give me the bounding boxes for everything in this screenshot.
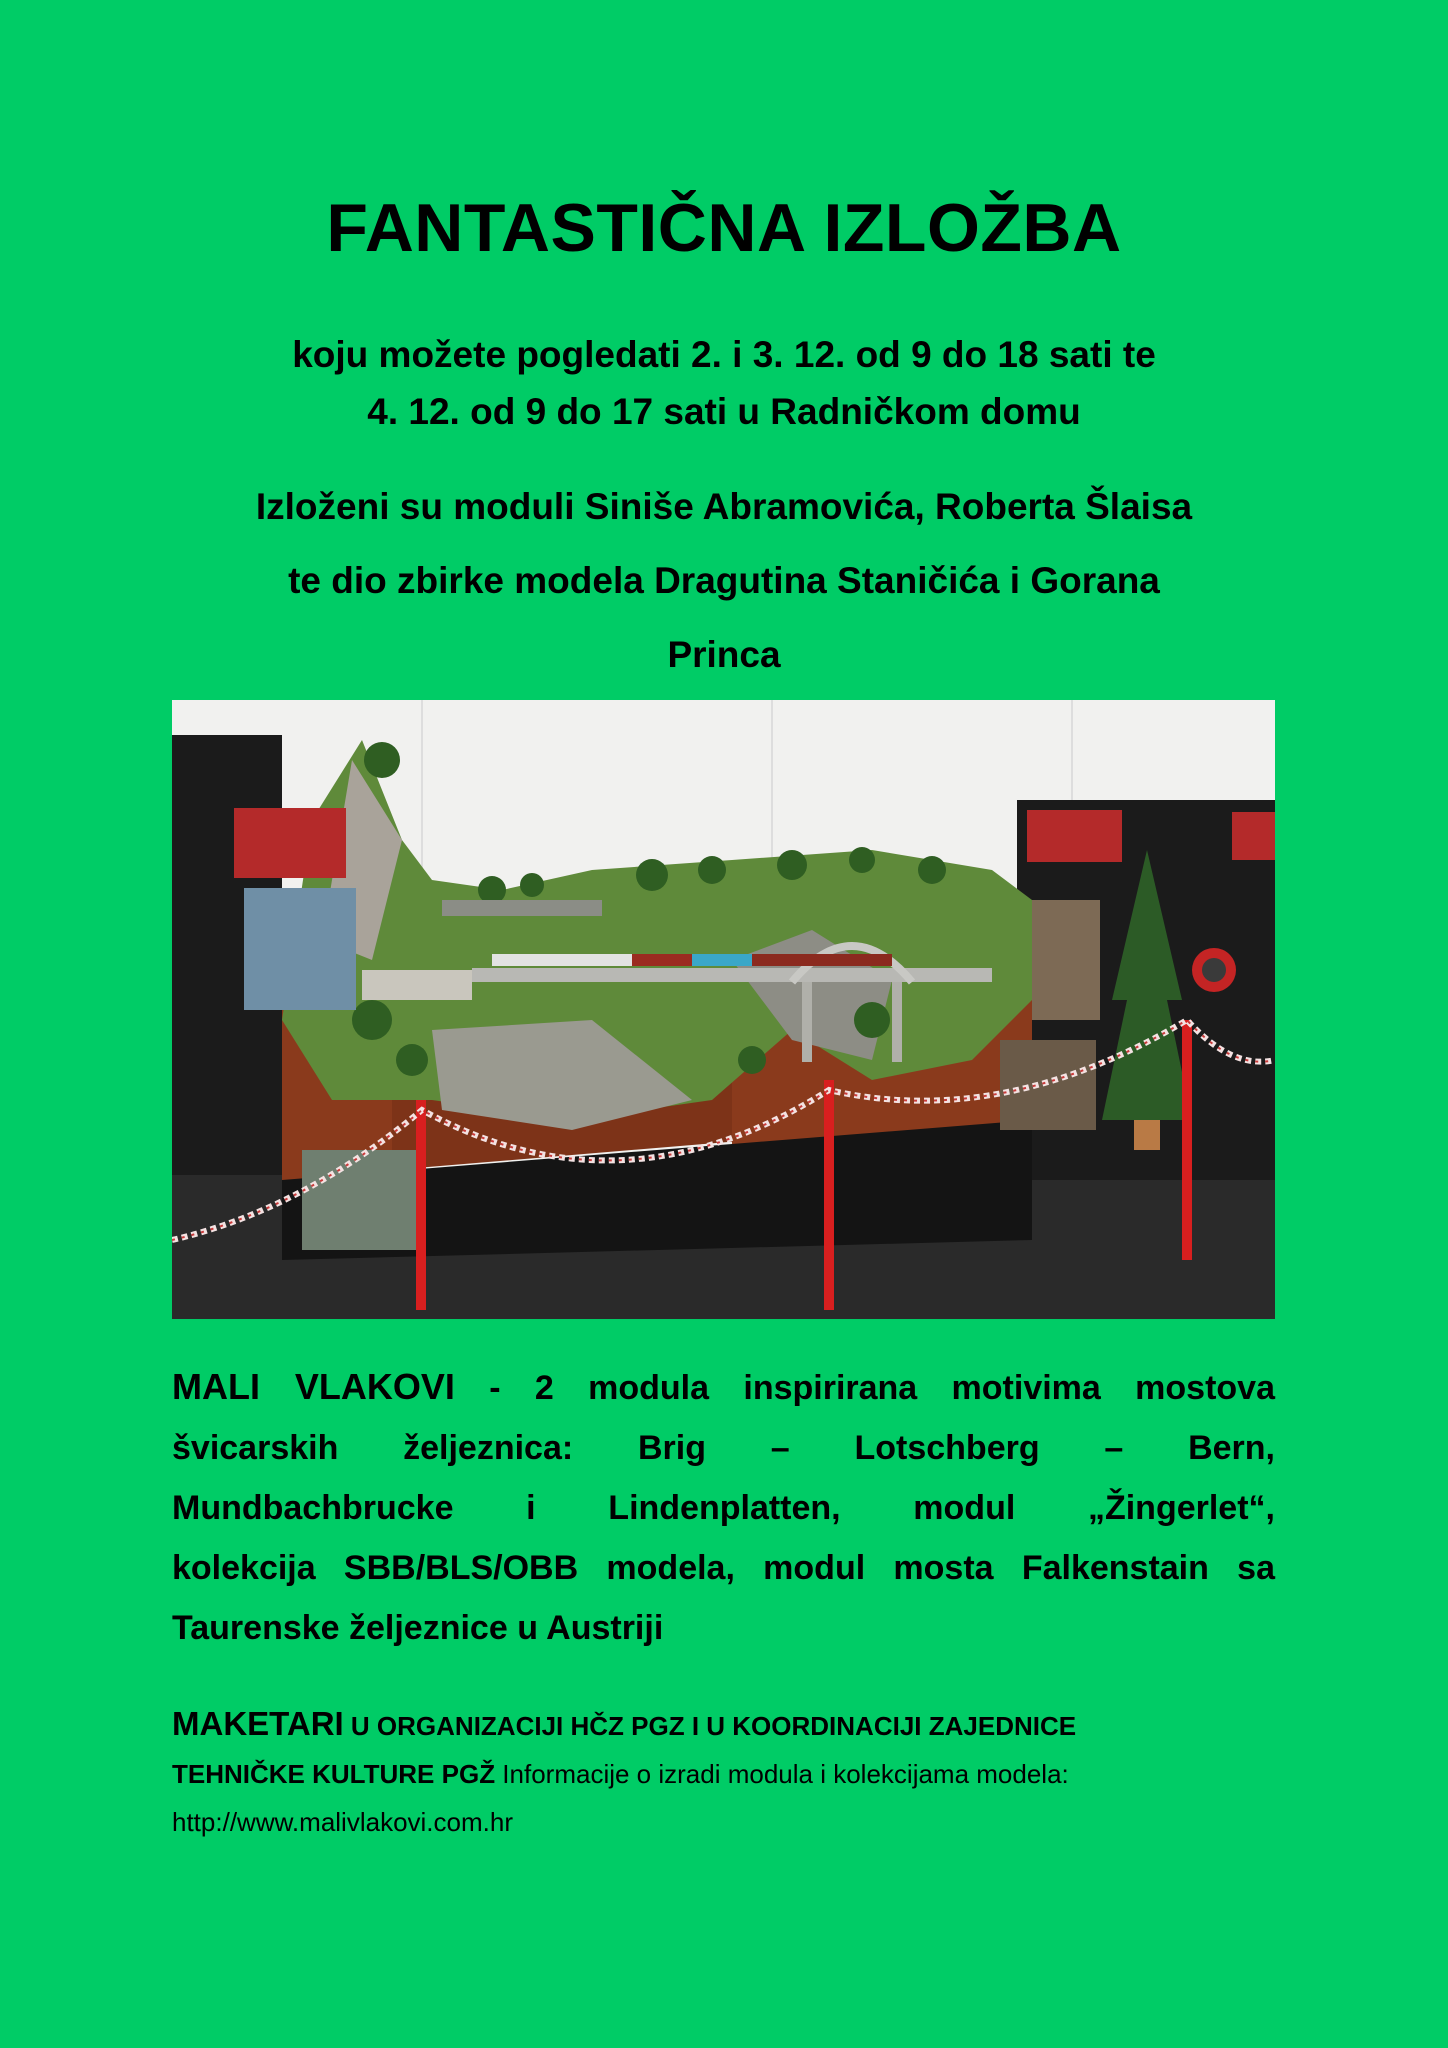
subtitle-line-1: koju možete pogledati 2. i 3. 12. od 9 do 18 sati te — [292, 334, 1156, 375]
description-paragraph — [172, 1357, 1275, 1658]
description-line-4: kolekcija SBB/BLS/OBB modela, modul mosta Falkenstain sa — [172, 1549, 1275, 1587]
organization-info: Informacije o izradi modula i kolekcijama modela: — [495, 1759, 1069, 1789]
organization-paragraph — [172, 1700, 1292, 1846]
model-railway-photo — [172, 700, 1275, 1319]
organization-row-2 — [172, 1750, 1292, 1798]
description-line-1 — [172, 1357, 1275, 1418]
description-line-1-rest: - 2 modula inspirirana motivima mostova — [454, 1369, 1275, 1407]
organization-lead: MAKETARI — [172, 1705, 344, 1742]
organization-url[interactable]: http://www.malivlakovi.com.hr — [172, 1807, 513, 1837]
exhibitors-text — [150, 470, 1298, 692]
organization-caps-1: U ORGANIZACIJI HČZ PGZ I U KOORDINACIJI ZAJEDNICE — [343, 1711, 1077, 1741]
poster-title: FANTASTIČNA IZLOŽBA — [326, 190, 1122, 266]
exhibitors-line-2: te dio zbirke modela Dragutina Staničića i Gorana — [288, 560, 1160, 601]
organization-row-1 — [172, 1700, 1292, 1750]
description-line-5: Taurenske željeznice u Austriji — [172, 1609, 664, 1647]
description-lead: MALI VLAKOVI — [172, 1366, 455, 1407]
subtitle-line-2: 4. 12. od 9 do 17 sati u Radničkom domu — [367, 391, 1081, 432]
description-line-3: Mundbachbrucke i Lindenplatten, modul „Žingerlet“, — [172, 1489, 1275, 1527]
poster-subtitle — [150, 326, 1298, 440]
organization-caps-2: TEHNIČKE KULTURE PGŽ — [172, 1759, 496, 1789]
exhibitors-line-3: Princa — [667, 634, 781, 675]
description-line-2: švicarskih željeznica: Brig – Lotschberg – Bern, — [172, 1429, 1275, 1467]
exhibitors-line-1: Izloženi su moduli Siniše Abramovića, Roberta Šlaisa — [255, 486, 1193, 527]
